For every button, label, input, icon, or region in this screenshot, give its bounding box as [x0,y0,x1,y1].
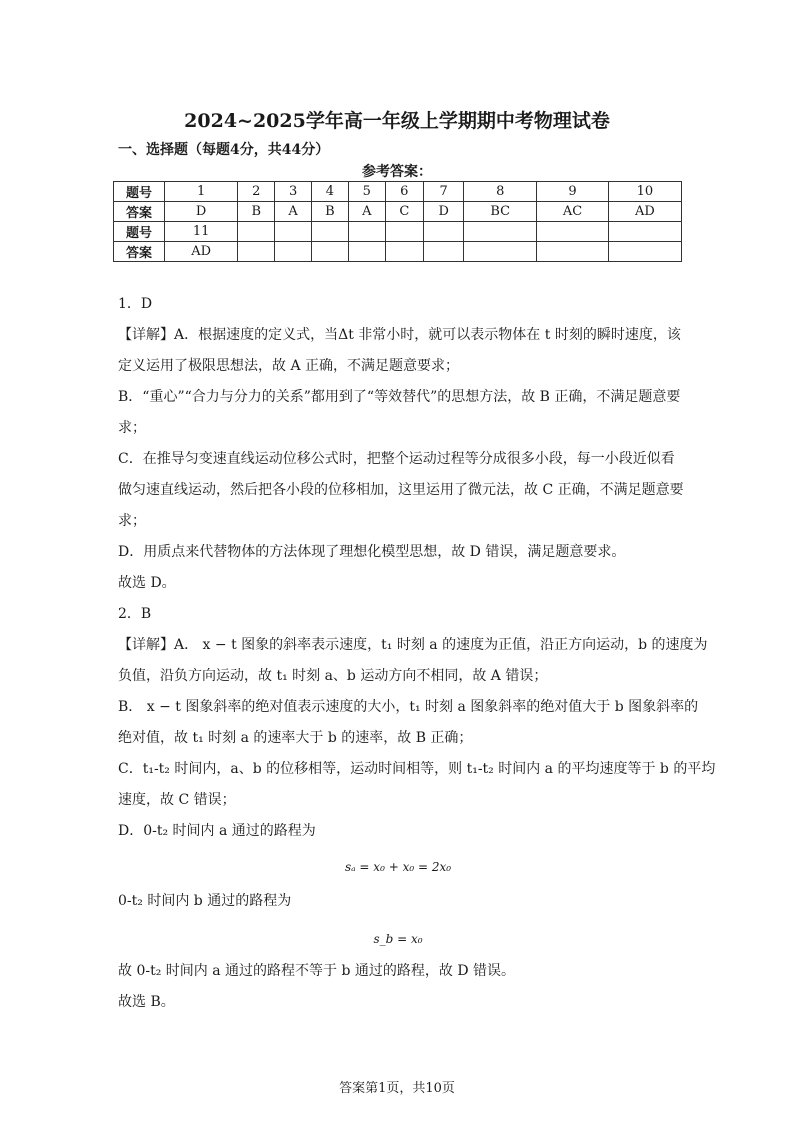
equation-distance-b: s_b = x₀ [373,932,423,946]
section-heading: 一、选择题（每题4分，共44分） [118,142,330,158]
solution-line: D．0-t₂ 时间内 a 通过的路程为 [118,823,316,839]
solution-line: 求； [118,513,146,529]
solution-line: C．t₁-t₂ 时间内，a、b 的位移相等，运动时间相等，则 t₁-t₂ 时间内 a 的平均速度等于 b 的平均 [118,761,716,777]
solution-line: 做匀速直线运动，然后把各小段的位移相加，这里运用了微元法，故 C 正确，不满足题意要 [118,482,684,498]
answer-table-cell [537,242,609,262]
answer-table-cell [424,222,464,242]
solution-line: 定义运用了极限思想法，故 A 正确，不满足题意要求； [118,358,460,374]
question-2-heading: 2．B [118,606,152,622]
answer-table-cell [275,222,312,242]
answer-table-cell: A [275,202,312,222]
solution-line: 速度，故 C 错误； [118,792,236,808]
answer-table-row [114,222,682,242]
answer-table-cell [349,222,386,242]
answer-table-cell: 10 [608,182,681,202]
answer-table-cell [424,242,464,262]
answer-table-cell: 6 [385,182,424,202]
answer-table-row-header: 答案 [114,242,165,262]
answer-table-row-header: 答案 [114,202,165,222]
answer-table-cell: 4 [311,182,348,202]
question-1-heading: 1．D [118,296,153,312]
answer-key-heading: 参考答案： [362,164,432,180]
answer-table-cell: 5 [349,182,386,202]
solution-line: 0-t₂ 时间内 b 通过的路程为 [118,893,292,909]
solution-line: 故选 D。 [118,575,176,591]
answer-table-cell: B [238,202,275,222]
answer-table [113,181,682,262]
solution-line: 绝对值，故 t₁ 时刻 a 的速率大于 b 的速率，故 B 正确； [118,730,473,746]
answer-table-cell: 1 [165,182,238,202]
answer-table-cell [238,222,275,242]
answer-table-cell [311,222,348,242]
answer-table-cell: 7 [424,182,464,202]
answer-table-cell: 8 [464,182,537,202]
answer-table-cell: BC [464,202,537,222]
answer-table-cell [349,242,386,262]
solution-line: 【详解】A． x − t 图象的斜率表示速度，t₁ 时刻 a 的速度为正值，沿正方向运动，b 的速度为 [118,637,708,653]
answer-table-cell: 11 [165,222,238,242]
solution-line: 故 0-t₂ 时间内 a 通过的路程不等于 b 通过的路程，故 D 错误。 [118,963,516,979]
answer-table-cell [608,222,681,242]
answer-table-cell: A [349,202,386,222]
answer-table-cell: AC [537,202,609,222]
solution-body [118,293,716,1022]
answer-table-cell: 9 [537,182,609,202]
solution-line: D．用质点来代替物体的方法体现了理想化模型思想，故 D 错误，满足题意要求。 [118,544,626,560]
page-footer: 答案第1页，共10页 [339,1081,455,1096]
answer-table-cell [464,222,537,242]
solution-line: 【详解】A．根据速度的定义式，当Δt 非常小时，就可以表示物体在 t 时刻的瞬时速度，该 [118,327,681,343]
solution-line: 故选 B。 [118,994,175,1010]
solution-line: 负值，沿负方向运动，故 t₁ 时刻 a、b 运动方向不相同，故 A 错误； [118,668,548,684]
answer-table-row-header: 题号 [114,182,165,202]
page-title: 2024~2025学年高一年级上学期期中考物理试卷 [184,110,610,132]
answer-table-row [114,242,682,262]
answer-table-cell [311,242,348,262]
solution-line: B．“重心”“合力与分力的关系”都用到了“等效替代”的思想方法，故 B 正确，不满足题意要 [118,389,681,405]
answer-table-cell [385,222,424,242]
answer-table-cell [464,242,537,262]
answer-table-cell [275,242,312,262]
answer-table-row-header: 题号 [114,222,165,242]
answer-table-cell: AD [165,242,238,262]
answer-table-cell: D [424,202,464,222]
solution-line: 求； [118,420,146,436]
answer-table-cell: B [311,202,348,222]
equation-distance-a: sₐ = x₀ + x₀ = 2x₀ [344,860,452,874]
solution-line: C．在推导匀变速直线运动位移公式时，把整个运动过程等分成很多小段，每一小段近似看 [118,451,675,467]
answer-table-cell [385,242,424,262]
answer-table-cell: 2 [238,182,275,202]
answer-table-cell: 3 [275,182,312,202]
answer-table-cell: C [385,202,424,222]
answer-table-row [114,202,682,222]
answer-table-cell: AD [608,202,681,222]
answer-table-cell [608,242,681,262]
answer-table-cell [537,222,609,242]
answer-table-cell [238,242,275,262]
solution-line: B． x − t 图象斜率的绝对值表示速度的大小，t₁ 时刻 a 图象斜率的绝对值大于 b 图象斜率的 [118,699,699,715]
answer-table-row [114,182,682,202]
answer-table-cell: D [165,202,238,222]
